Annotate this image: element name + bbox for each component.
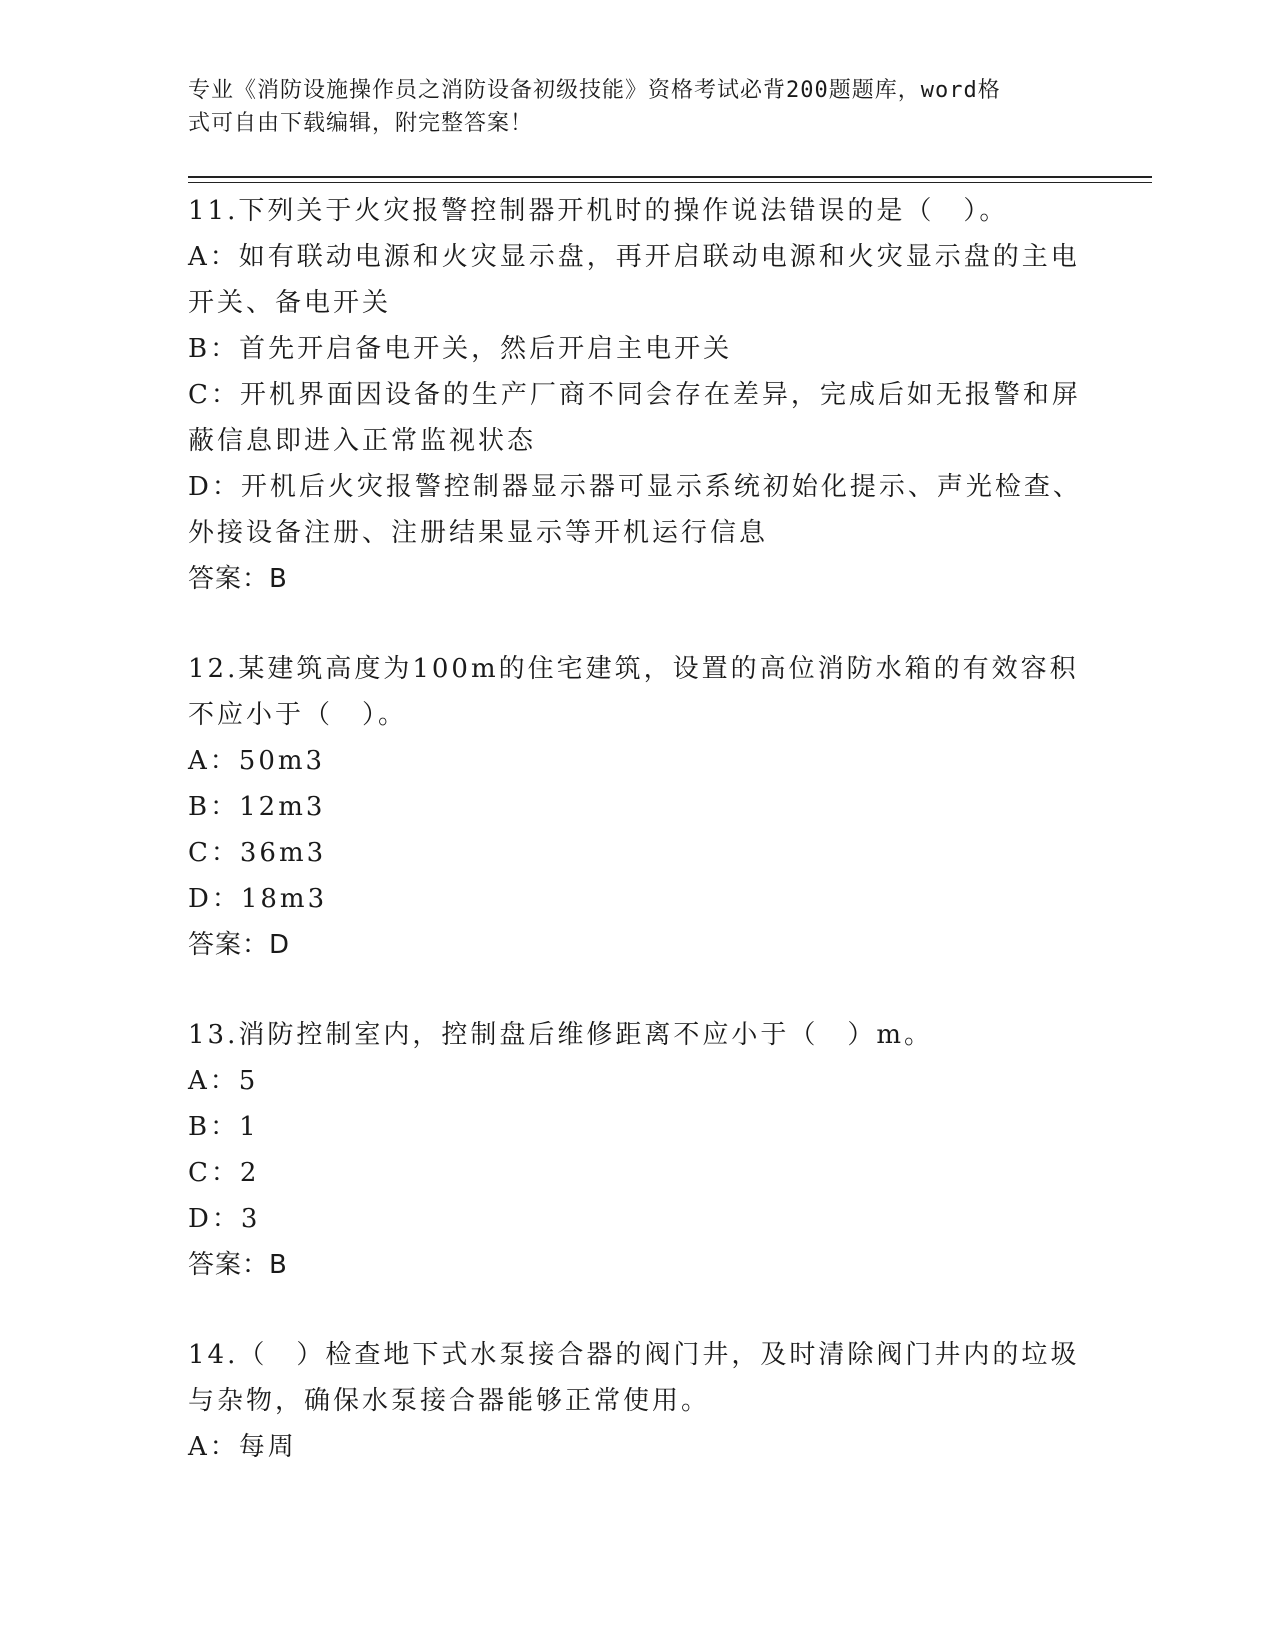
question-13-option-b: B：1 [188, 1112, 259, 1142]
question-list [188, 188, 1148, 1470]
question-14-stem: 14.（ ）检查地下式水泵接合器的阀门井，及时清除阀门井内的垃圾 [188, 1340, 1080, 1370]
question-spacer [188, 1288, 1148, 1332]
question-spacer [188, 968, 1148, 1012]
question-11-option-c: C：开机界面因设备的生产厂商不同会存在差异，完成后如无报警和屏 [188, 380, 1081, 410]
question-11-stem: 11.下列关于火灾报警控制器开机时的操作说法错误的是（ ）。 [188, 196, 1009, 226]
question-13-answer: 答案：B [188, 1250, 288, 1280]
question-12-answer: 答案：D [188, 930, 291, 960]
question-12-stem-cont: 不应小于（ ）。 [188, 700, 408, 730]
question-12 [188, 646, 1148, 968]
question-11-answer: 答案：B [188, 564, 288, 594]
header-line-2: 式可自由下载编辑，附完整答案！ [188, 111, 534, 136]
question-11-option-c-cont: 蔽信息即进入正常监视状态 [188, 426, 537, 456]
header-rule-bottom [188, 182, 1152, 183]
question-13-stem: 13.消防控制室内，控制盘后维修距离不应小于（ ）m。 [188, 1020, 934, 1050]
question-13 [188, 1012, 1148, 1288]
question-13-option-a: A：5 [188, 1066, 259, 1096]
question-13-option-c: C：2 [188, 1158, 260, 1188]
question-14-stem-cont: 与杂物，确保水泵接合器能够正常使用。 [188, 1386, 711, 1416]
header-line-1: 专业《消防设施操作员之消防设备初级技能》资格考试必背200题题库，word格 [188, 78, 1001, 103]
question-12-option-c: C：36m3 [188, 838, 327, 868]
question-spacer [188, 602, 1148, 646]
question-11-option-a: A：如有联动电源和火灾显示盘，再开启联动电源和火灾显示盘的主电 [188, 242, 1080, 272]
question-11-option-b: B：首先开启备电开关，然后开启主电开关 [188, 334, 733, 364]
question-12-stem: 12.某建筑高度为100m的住宅建筑，设置的高位消防水箱的有效容积 [188, 654, 1079, 684]
header-rule-top [188, 176, 1152, 178]
question-12-option-b: B：12m3 [188, 792, 326, 822]
question-11-option-d: D：开机后火灾报警控制器显示器可显示系统初始化提示、声光检查、 [188, 472, 1082, 502]
question-11-option-a-cont: 开关、备电开关 [188, 288, 392, 318]
question-14 [188, 1332, 1148, 1470]
question-12-option-a: A：50m3 [188, 746, 326, 776]
question-14-option-a: A：每周 [188, 1432, 297, 1462]
document-header [188, 74, 1068, 140]
question-11 [188, 188, 1148, 602]
question-11-option-d-cont: 外接设备注册、注册结果显示等开机运行信息 [188, 518, 769, 548]
question-12-option-d: D：18m3 [188, 884, 328, 914]
question-13-option-d: D：3 [188, 1204, 261, 1234]
